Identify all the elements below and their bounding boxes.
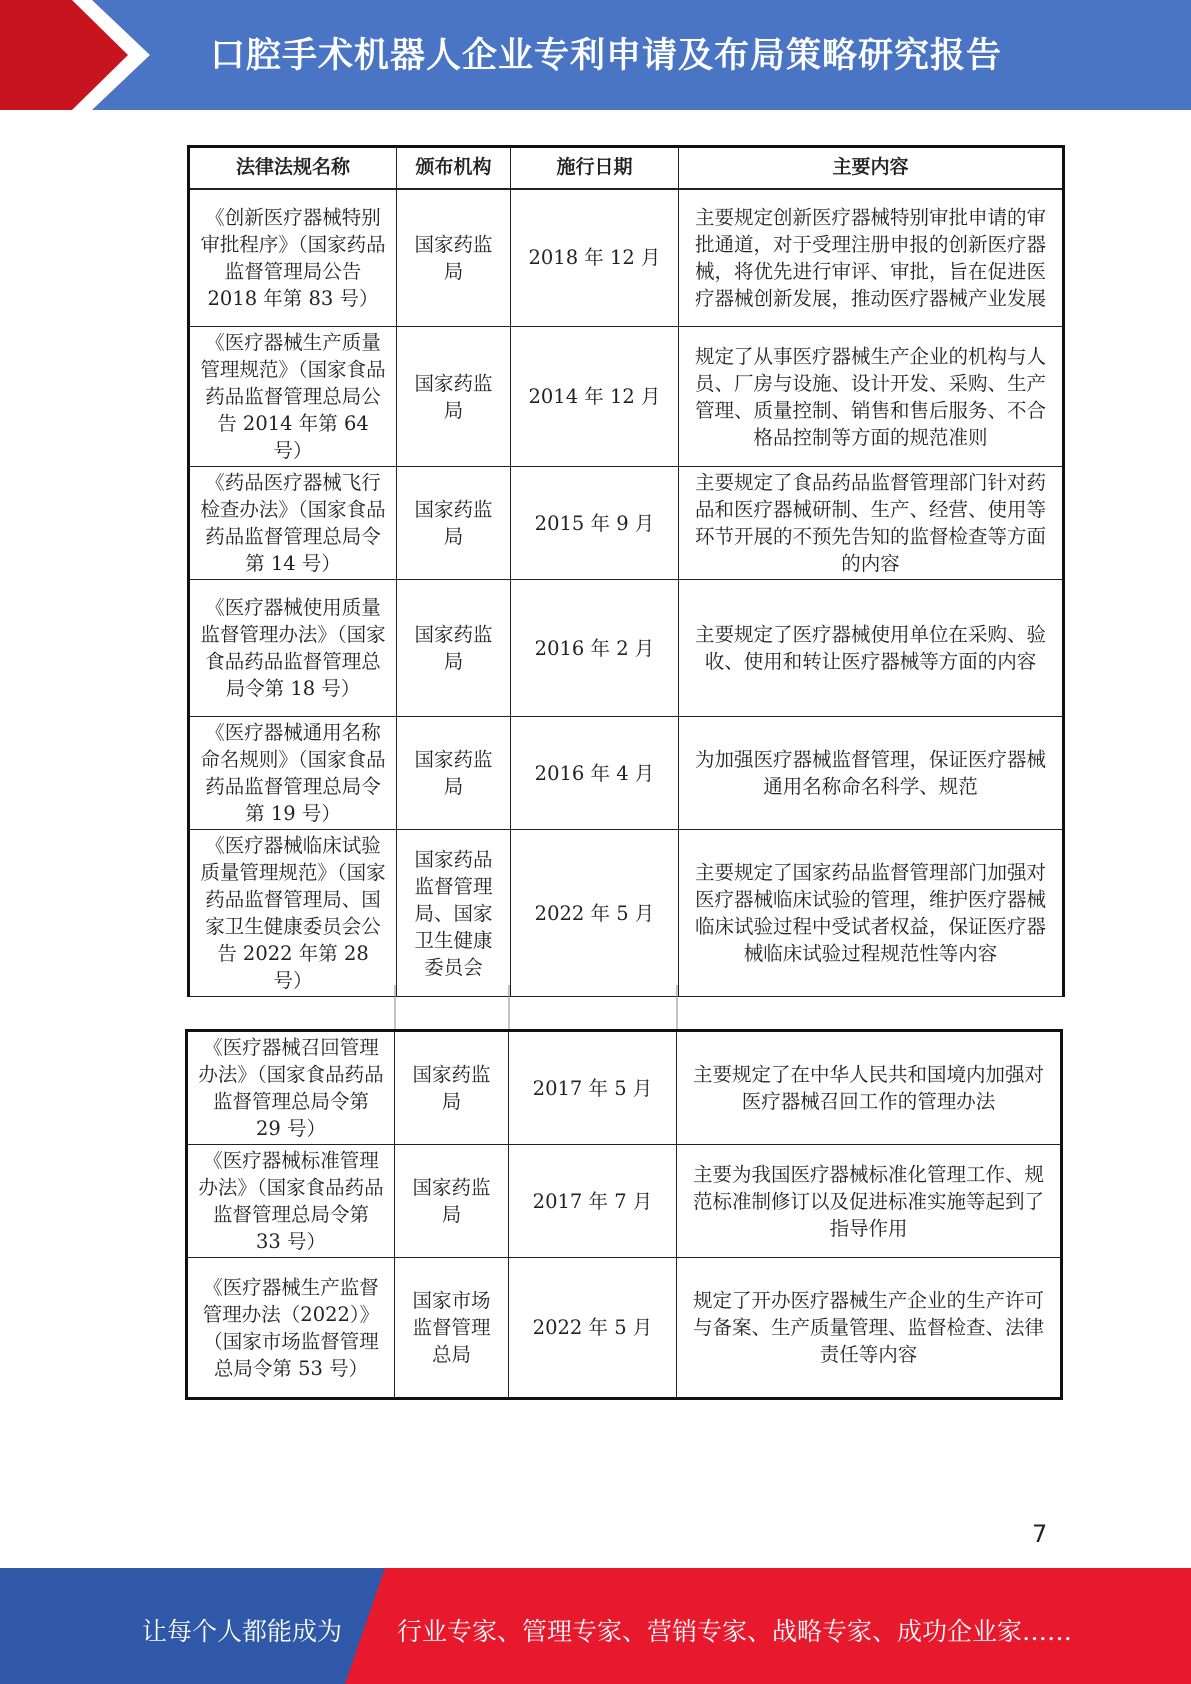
footer-slogan-right: 行业专家、管理专家、营销专家、战略专家、成功企业家…… [397, 1617, 1073, 1646]
content-cell: 为加强医疗器械监督管理，保证医疗器械通用名称命名科学、规范 [679, 717, 1064, 830]
regulation-name-cell: 《医疗器械通用名称命名规则》（国家食品药品监督管理总局令第 19 号） [189, 717, 397, 830]
column-header-name: 法律法规名称 [189, 147, 397, 189]
column-header-content: 主要内容 [679, 147, 1064, 189]
report-title: 口腔手术机器人企业专利申请及布局策略研究报告 [210, 36, 1003, 76]
page-number: 7 [1032, 1520, 1048, 1548]
content-cell: 主要规定了国家药品监督管理部门加强对医疗器械临床试验的管理，维护医疗器械临床试验过程中受试者权益，保证医疗器械临床试验过程规范性等内容 [679, 830, 1064, 997]
table-row [189, 467, 1064, 580]
agency-cell: 国家市场监督管理总局 [395, 1258, 509, 1399]
regulation-name-cell: 《医疗器械临床试验质量管理规范》（国家药品监督管理局、国家卫生健康委员会公告 2022 年第 28 号） [189, 830, 397, 997]
regulation-name-cell: 《创新医疗器械特别审批程序》（国家药品监督管理局公告 2018 年第 83 号） [189, 189, 397, 327]
agency-cell: 国家药监局 [397, 189, 511, 327]
date-cell: 2016 年 4 月 [511, 717, 679, 830]
regulation-name-cell: 《医疗器械使用质量监督管理办法》（国家食品药品监督管理总局令第 18 号） [189, 580, 397, 717]
regulation-name-cell: 《药品医疗器械飞行检查办法》（国家食品药品监督管理总局令第 14 号） [189, 467, 397, 580]
table-continuation-lines [187, 985, 1063, 1029]
agency-cell: 国家药监局 [397, 467, 511, 580]
agency-cell: 国家药监局 [395, 1145, 509, 1258]
regulation-name-cell: 《医疗器械召回管理办法》（国家食品药品监督管理总局令第 29 号） [187, 1031, 395, 1145]
agency-cell: 国家药品监督管理局、国家卫生健康委员会 [397, 830, 511, 997]
table-row [189, 189, 1064, 327]
date-cell: 2022 年 5 月 [509, 1258, 677, 1399]
table-row [189, 580, 1064, 717]
table-header-row [189, 147, 1064, 189]
date-cell: 2018 年 12 月 [511, 189, 679, 327]
date-cell: 2017 年 7 月 [509, 1145, 677, 1258]
date-cell: 2017 年 5 月 [509, 1031, 677, 1145]
header-red-arrow [0, 0, 150, 110]
content-cell: 主要规定了医疗器械使用单位在采购、验收、使用和转让医疗器械等方面的内容 [679, 580, 1064, 717]
content-cell: 主要规定了在中华人民共和国境内加强对医疗器械召回工作的管理办法 [677, 1031, 1062, 1145]
column-header-agency: 颁布机构 [397, 147, 511, 189]
agency-cell: 国家药监局 [397, 327, 511, 467]
regulations-table-part1 [187, 145, 1065, 997]
footer-slogan-left: 让每个人都能成为 [142, 1617, 343, 1646]
agency-cell: 国家药监局 [395, 1031, 509, 1145]
regulations-table-part2 [185, 1029, 1063, 1400]
table-row [189, 830, 1064, 997]
regulation-name-cell: 《医疗器械生产质量管理规范》（国家食品药品监督管理总局公告 2014 年第 64 号） [189, 327, 397, 467]
table-row [187, 1258, 1062, 1399]
table-row [187, 1031, 1062, 1145]
date-cell: 2015 年 9 月 [511, 467, 679, 580]
regulation-name-cell: 《医疗器械生产监督管理办法（2022）》（国家市场监督管理总局令第 53 号） [187, 1258, 395, 1399]
date-cell: 2022 年 5 月 [511, 830, 679, 997]
date-cell: 2014 年 12 月 [511, 327, 679, 467]
agency-cell: 国家药监局 [397, 717, 511, 830]
content-cell: 规定了从事医疗器械生产企业的机构与人员、厂房与设施、设计开发、采购、生产管理、质量控制、销售和售后服务、不合格品控制等方面的规范准则 [679, 327, 1064, 467]
column-header-date: 施行日期 [511, 147, 679, 189]
content-cell: 主要规定了食品药品监督管理部门针对药品和医疗器械研制、生产、经营、使用等环节开展的不预先告知的监督检查等方面的内容 [679, 467, 1064, 580]
agency-cell: 国家药监局 [397, 580, 511, 717]
content-cell: 主要为我国医疗器械标准化管理工作、规范标准制修订以及促进标准实施等起到了指导作用 [677, 1145, 1062, 1258]
header-banner [0, 0, 1191, 110]
content-cell: 规定了开办医疗器械生产企业的生产许可与备案、生产质量管理、监督检查、法律责任等内容 [677, 1258, 1062, 1399]
table-row [189, 327, 1064, 467]
date-cell: 2016 年 2 月 [511, 580, 679, 717]
content-cell: 主要规定创新医疗器械特别审批申请的审批通道，对于受理注册申报的创新医疗器械，将优先进行审评、审批，旨在促进医疗器械创新发展，推动医疗器械产业发展 [679, 189, 1064, 327]
table-row [189, 717, 1064, 830]
regulation-name-cell: 《医疗器械标准管理办法》（国家食品药品监督管理总局令第 33 号） [187, 1145, 395, 1258]
table-row [187, 1145, 1062, 1258]
